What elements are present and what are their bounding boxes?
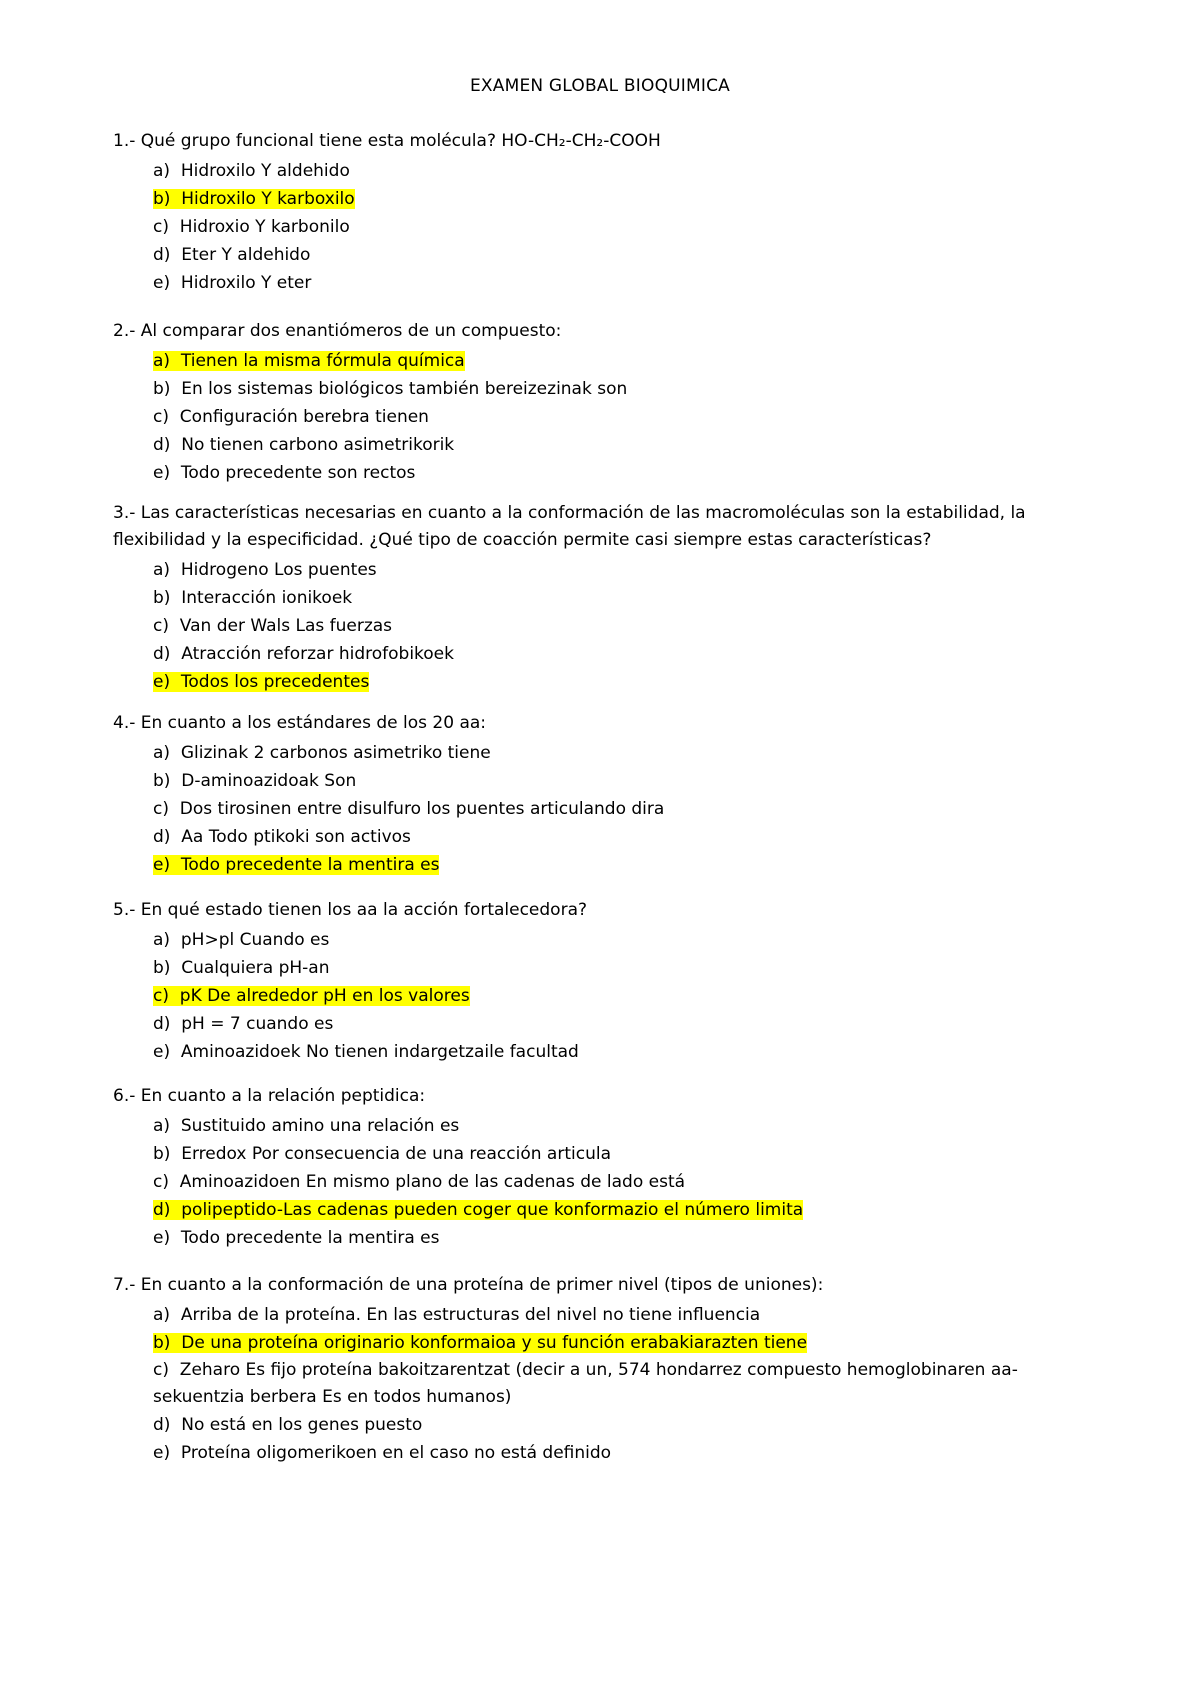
option-letter: e): [153, 1443, 171, 1463]
option-label: No tienen carbono asimetrikorik: [181, 435, 455, 455]
question-label: En qué estado tienen los aa la acción fortalecedora?: [135, 900, 588, 920]
highlighted-answer: [153, 351, 465, 371]
option-label: Configuración berebra tienen: [179, 407, 429, 427]
option-content: [153, 668, 1093, 696]
option-letter: e): [153, 273, 171, 293]
question-text: [113, 318, 1093, 345]
option-letter: e): [153, 1228, 171, 1248]
option-c: [153, 213, 1093, 241]
option-b: [153, 1329, 1093, 1357]
option-b: [153, 767, 1093, 795]
option-letter: e): [153, 463, 171, 483]
option-e: [153, 851, 1093, 879]
option-content: [153, 851, 1093, 879]
question-text: [113, 710, 1093, 737]
option-label: Hidroxilo Y karboxilo: [181, 189, 355, 209]
option-label: Hidroxilo Y aldehido: [180, 161, 350, 181]
option-text: [153, 560, 377, 580]
option-content: [153, 1168, 1093, 1196]
option-label: Atracción reforzar hidrofobikoek: [181, 644, 454, 664]
option-text: [153, 435, 454, 455]
option-c: [153, 1168, 1093, 1196]
question-label: En cuanto a la conformación de una proteína de primer nivel (tipos de uniones):: [135, 1275, 824, 1295]
option-b: [153, 185, 1093, 213]
option-c: [153, 403, 1093, 431]
question-3: [113, 500, 1093, 696]
option-text: [153, 743, 491, 763]
option-d: [153, 1411, 1093, 1439]
question-label: En cuanto a los estándares de los 20 aa:: [135, 713, 487, 733]
options-list: [113, 739, 1093, 879]
option-letter: d): [153, 245, 171, 265]
question-number: 4.-: [113, 713, 136, 733]
option-content: [153, 1357, 1093, 1411]
option-e: [153, 459, 1093, 487]
option-b: [153, 584, 1093, 612]
option-content: [153, 612, 1093, 640]
option-content: [153, 1112, 1093, 1140]
option-label: Eter Y aldehido: [181, 245, 311, 265]
option-label: Hidroxilo Y eter: [180, 273, 312, 293]
option-d: [153, 1196, 1093, 1224]
option-text: [153, 161, 350, 181]
option-label: polipeptido-Las cadenas pueden coger que konformazio el número limita: [181, 1200, 804, 1220]
option-label: Van der Wals Las fuerzas: [179, 616, 393, 636]
option-e: [153, 1038, 1093, 1066]
question-number: 2.-: [113, 321, 136, 341]
question-5: [113, 897, 1093, 1066]
question-text: [113, 500, 1093, 554]
highlighted-answer: [153, 1200, 803, 1220]
option-text: [153, 1116, 459, 1136]
option-content: [153, 269, 1093, 297]
option-letter: c): [153, 986, 169, 1006]
question-label: Al comparar dos enantiómeros de un compuesto:: [135, 321, 562, 341]
options-list: [113, 157, 1093, 297]
option-label: Hidroxio Y karbonilo: [179, 217, 350, 237]
option-d: [153, 431, 1093, 459]
option-text: [153, 379, 627, 399]
options-list: [113, 347, 1093, 487]
option-letter: b): [153, 1144, 171, 1164]
question-number: 3.-: [113, 503, 136, 523]
option-text: [153, 958, 330, 978]
option-letter: e): [153, 1042, 171, 1062]
option-text: [153, 1443, 611, 1463]
option-label: Hidrogeno Los puentes: [180, 560, 377, 580]
option-label: Todos los precedentes: [180, 672, 370, 692]
question-4: [113, 710, 1093, 879]
option-label: Zeharo Es fijo proteína bakoitzarentzat (decir a un, 574 hondarrez compuesto hemoglobinaren aa-sekuentzia berbera Es en todos humanos): [153, 1360, 1018, 1407]
option-label: Todo precedente son rectos: [180, 463, 416, 483]
option-label: En los sistemas biológicos también bereizezinak son: [181, 379, 628, 399]
option-content: [153, 459, 1093, 487]
option-content: [153, 241, 1093, 269]
option-letter: b): [153, 1333, 171, 1353]
option-c: [153, 1357, 1093, 1411]
option-content: [153, 926, 1093, 954]
option-label: Proteína oligomerikoen en el caso no está definido: [180, 1443, 612, 1463]
option-c: [153, 795, 1093, 823]
question-7: [113, 1272, 1093, 1467]
option-content: [153, 1010, 1093, 1038]
option-text: [153, 799, 664, 819]
option-content: [153, 1140, 1093, 1168]
options-list: [113, 926, 1093, 1066]
option-label: pK De alrededor pH en los valores: [179, 986, 470, 1006]
question-number: 1.-: [113, 131, 136, 151]
option-text: [153, 245, 310, 265]
question-label: Qué grupo funcional tiene esta molécula? HO-CH₂-CH₂-COOH: [135, 131, 661, 151]
option-letter: c): [153, 217, 169, 237]
options-list: [113, 1301, 1093, 1467]
option-a: [153, 739, 1093, 767]
option-label: pH = 7 cuando es: [181, 1014, 334, 1034]
option-letter: c): [153, 1172, 169, 1192]
question-number: 6.-: [113, 1086, 136, 1106]
option-content: [153, 640, 1093, 668]
option-letter: d): [153, 827, 171, 847]
option-letter: c): [153, 616, 169, 636]
option-text: [153, 827, 411, 847]
option-label: No está en los genes puesto: [181, 1415, 423, 1435]
option-text: [153, 930, 329, 950]
option-label: Sustituido amino una relación es: [180, 1116, 460, 1136]
option-text: [153, 463, 415, 483]
option-letter: a): [153, 351, 171, 371]
option-text: [153, 1172, 685, 1192]
option-a: [153, 556, 1093, 584]
option-letter: a): [153, 1305, 171, 1325]
option-content: [153, 1196, 1093, 1224]
option-letter: b): [153, 189, 171, 209]
option-text: [153, 644, 454, 664]
option-letter: a): [153, 930, 171, 950]
option-text: [153, 1144, 611, 1164]
question-text: [113, 1083, 1093, 1110]
option-label: Arriba de la proteína. En las estructuras del nivel no tiene influencia: [180, 1305, 761, 1325]
option-content: [153, 1224, 1093, 1252]
option-e: [153, 1224, 1093, 1252]
option-a: [153, 1112, 1093, 1140]
highlighted-answer: [153, 855, 439, 875]
option-content: [153, 403, 1093, 431]
option-letter: c): [153, 1360, 169, 1380]
option-letter: a): [153, 1116, 171, 1136]
option-a: [153, 157, 1093, 185]
option-letter: c): [153, 799, 169, 819]
option-content: [153, 213, 1093, 241]
option-label: Todo precedente la mentira es: [180, 1228, 440, 1248]
option-e: [153, 269, 1093, 297]
option-text: [153, 1305, 760, 1325]
option-label: Aminoazidoen En mismo plano de las cadenas de lado está: [179, 1172, 686, 1192]
question-label: Las características necesarias en cuanto a la conformación de las macromoléculas son la estabilidad, la flexibilidad y la especificidad. ¿Qué tipo de coacción permite casi siempre estas características?: [113, 503, 1026, 550]
option-letter: d): [153, 435, 171, 455]
option-letter: d): [153, 1200, 171, 1220]
option-content: [153, 157, 1093, 185]
option-letter: a): [153, 560, 171, 580]
option-content: [153, 347, 1093, 375]
option-content: [153, 1439, 1093, 1467]
option-text: [153, 616, 392, 636]
option-content: [153, 584, 1093, 612]
highlighted-answer: [153, 189, 355, 209]
question-number: 7.-: [113, 1275, 136, 1295]
option-label: Glizinak 2 carbonos asimetriko tiene: [180, 743, 491, 763]
option-letter: d): [153, 1415, 171, 1435]
option-letter: b): [153, 771, 171, 791]
question-text: [113, 897, 1093, 924]
option-letter: b): [153, 958, 171, 978]
question-6: [113, 1083, 1093, 1252]
page-title: EXAMEN GLOBAL BIOQUIMICA: [469, 76, 730, 96]
option-letter: d): [153, 1014, 171, 1034]
option-letter: a): [153, 161, 171, 181]
option-text: [153, 1228, 439, 1248]
option-label: Dos tirosinen entre disulfuro los puentes articulando dira: [179, 799, 665, 819]
option-text: [153, 407, 429, 427]
option-e: [153, 668, 1093, 696]
option-label: Interacción ionikoek: [181, 588, 353, 608]
option-letter: b): [153, 379, 171, 399]
option-content: [153, 375, 1093, 403]
option-label: De una proteína originario konformaioa y su función erabakiarazten tiene: [181, 1333, 808, 1353]
option-b: [153, 954, 1093, 982]
option-letter: e): [153, 672, 171, 692]
option-content: [153, 1329, 1093, 1357]
highlighted-answer: [153, 672, 369, 692]
option-text: [153, 1014, 333, 1034]
option-text: [153, 771, 356, 791]
option-d: [153, 1010, 1093, 1038]
option-text: [153, 273, 311, 293]
options-list: [113, 1112, 1093, 1252]
highlighted-answer: [153, 986, 470, 1006]
option-letter: c): [153, 407, 169, 427]
question-number: 5.-: [113, 900, 136, 920]
option-e: [153, 1439, 1093, 1467]
question-2: [113, 318, 1093, 487]
option-letter: a): [153, 743, 171, 763]
option-c: [153, 982, 1093, 1010]
option-d: [153, 823, 1093, 851]
option-content: [153, 823, 1093, 851]
option-b: [153, 1140, 1093, 1168]
option-label: Cualquiera pH-an: [181, 958, 330, 978]
highlighted-answer: [153, 1333, 807, 1353]
option-label: Aa Todo ptikoki son activos: [181, 827, 411, 847]
question-text: [113, 1272, 1093, 1299]
question-text: [113, 128, 1093, 155]
option-a: [153, 1301, 1093, 1329]
option-b: [153, 375, 1093, 403]
options-list: [113, 556, 1093, 696]
option-content: [153, 954, 1093, 982]
option-text: [153, 1360, 1018, 1407]
option-a: [153, 347, 1093, 375]
option-text: [153, 1415, 422, 1435]
option-text: [153, 588, 352, 608]
option-letter: e): [153, 855, 171, 875]
option-c: [153, 612, 1093, 640]
option-content: [153, 795, 1093, 823]
option-content: [153, 1411, 1093, 1439]
option-label: Tienen la misma fórmula química: [180, 351, 465, 371]
option-letter: d): [153, 644, 171, 664]
option-label: Erredox Por consecuencia de una reacción articula: [181, 1144, 611, 1164]
option-a: [153, 926, 1093, 954]
option-text: [153, 1042, 579, 1062]
option-content: [153, 185, 1093, 213]
option-content: [153, 739, 1093, 767]
option-letter: b): [153, 588, 171, 608]
question-label: En cuanto a la relación peptidica:: [135, 1086, 426, 1106]
option-label: Aminoazidoek No tienen indargetzaile facultad: [180, 1042, 579, 1062]
option-d: [153, 640, 1093, 668]
option-text: [153, 217, 350, 237]
option-label: D-aminoazidoak Son: [181, 771, 357, 791]
option-content: [153, 556, 1093, 584]
option-content: [153, 767, 1093, 795]
option-content: [153, 982, 1093, 1010]
option-d: [153, 241, 1093, 269]
question-1: [113, 128, 1093, 297]
option-content: [153, 431, 1093, 459]
option-content: [153, 1301, 1093, 1329]
option-label: Todo precedente la mentira es: [180, 855, 440, 875]
option-label: pH>pl Cuando es: [180, 930, 330, 950]
option-content: [153, 1038, 1093, 1066]
